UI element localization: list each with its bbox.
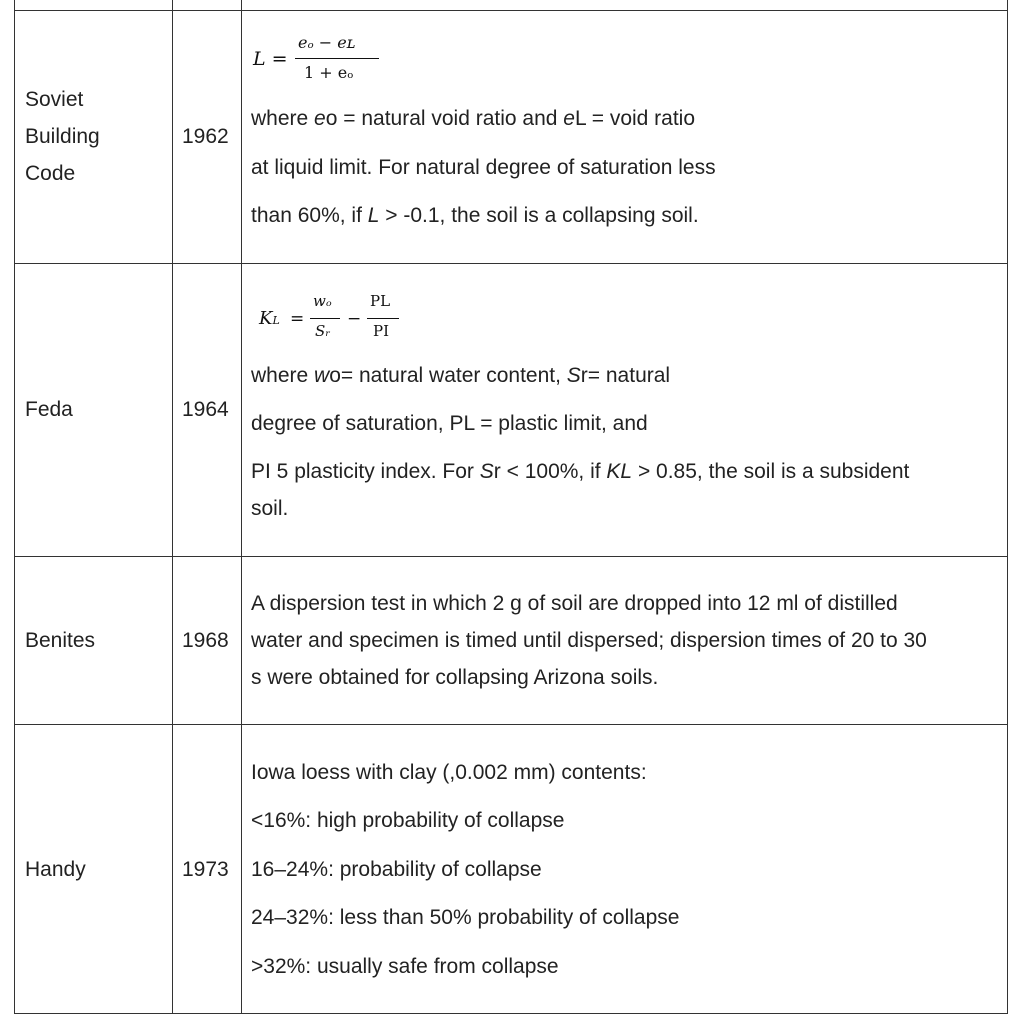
description-line: PI 5 plasticity index. For Sr < 100%, if KL > 0.85, the soil is a subsident bbox=[251, 460, 910, 483]
description-line: 16–24%: probability of collapse bbox=[251, 858, 542, 881]
author-cell: Feda bbox=[25, 398, 73, 421]
formula-lhs: L = bbox=[253, 48, 288, 70]
description-line: s were obtained for collapsing Arizona soils. bbox=[251, 666, 659, 689]
formula-denominator: PI bbox=[373, 322, 390, 340]
table-border-bottom bbox=[14, 1013, 1008, 1014]
year-cell: 1968 bbox=[182, 629, 229, 652]
description-line: 24–32%: less than 50% probability of collapse bbox=[251, 906, 680, 929]
formula-denominator: Sᵣ bbox=[315, 322, 331, 340]
description-line: A dispersion test in which 2 g of soil are dropped into 12 ml of distilled bbox=[251, 592, 898, 615]
description-line: soil. bbox=[251, 497, 289, 520]
description-line: Iowa loess with clay (,0.002 mm) contents: bbox=[251, 761, 647, 784]
fraction-bar bbox=[367, 318, 399, 319]
year-cell: 1964 bbox=[182, 398, 229, 421]
table-row-divider bbox=[14, 724, 1008, 725]
description-line: <16%: high probability of collapse bbox=[251, 809, 565, 832]
formula-equals: = bbox=[290, 309, 305, 329]
table-column-divider bbox=[172, 0, 173, 1014]
table-column-divider bbox=[241, 0, 242, 1014]
formula-denominator: 1 + eₒ bbox=[304, 63, 354, 82]
formula-numerator: PL bbox=[370, 292, 391, 310]
description-line: where eo = natural void ratio and eL = void ratio bbox=[251, 107, 696, 130]
table-row-divider bbox=[14, 263, 1008, 264]
author-cell: Building bbox=[25, 125, 100, 148]
description-line: >32%: usually safe from collapse bbox=[251, 955, 559, 978]
table-row-divider bbox=[14, 10, 1008, 11]
description-line: than 60%, if L > -0.1, the soil is a collapsing soil. bbox=[251, 204, 699, 227]
description-line: degree of saturation, PL = plastic limit, and bbox=[251, 412, 648, 435]
fraction-bar bbox=[310, 318, 340, 319]
author-cell: Soviet bbox=[25, 88, 84, 111]
fraction-bar bbox=[295, 58, 379, 59]
author-cell: Code bbox=[25, 162, 76, 185]
table-border-right bbox=[1007, 0, 1008, 1014]
formula-numerator: wₒ bbox=[313, 292, 332, 310]
author-cell: Benites bbox=[25, 629, 96, 652]
description-line: water and specimen is timed until dispersed; dispersion times of 20 to 30 bbox=[251, 629, 927, 652]
table-row-divider bbox=[14, 556, 1008, 557]
formula-numerator: eₒ − eʟ bbox=[298, 33, 356, 52]
year-cell: 1962 bbox=[182, 125, 229, 148]
description-line: at liquid limit. For natural degree of saturation less bbox=[251, 156, 716, 179]
table-border-left bbox=[14, 0, 15, 1014]
author-cell: Handy bbox=[25, 858, 86, 881]
formula-minus: − bbox=[347, 309, 362, 329]
formula-lhs: KL bbox=[259, 308, 280, 329]
year-cell: 1973 bbox=[182, 858, 229, 881]
description-line: where wo= natural water content, Sr= natural bbox=[251, 364, 671, 387]
